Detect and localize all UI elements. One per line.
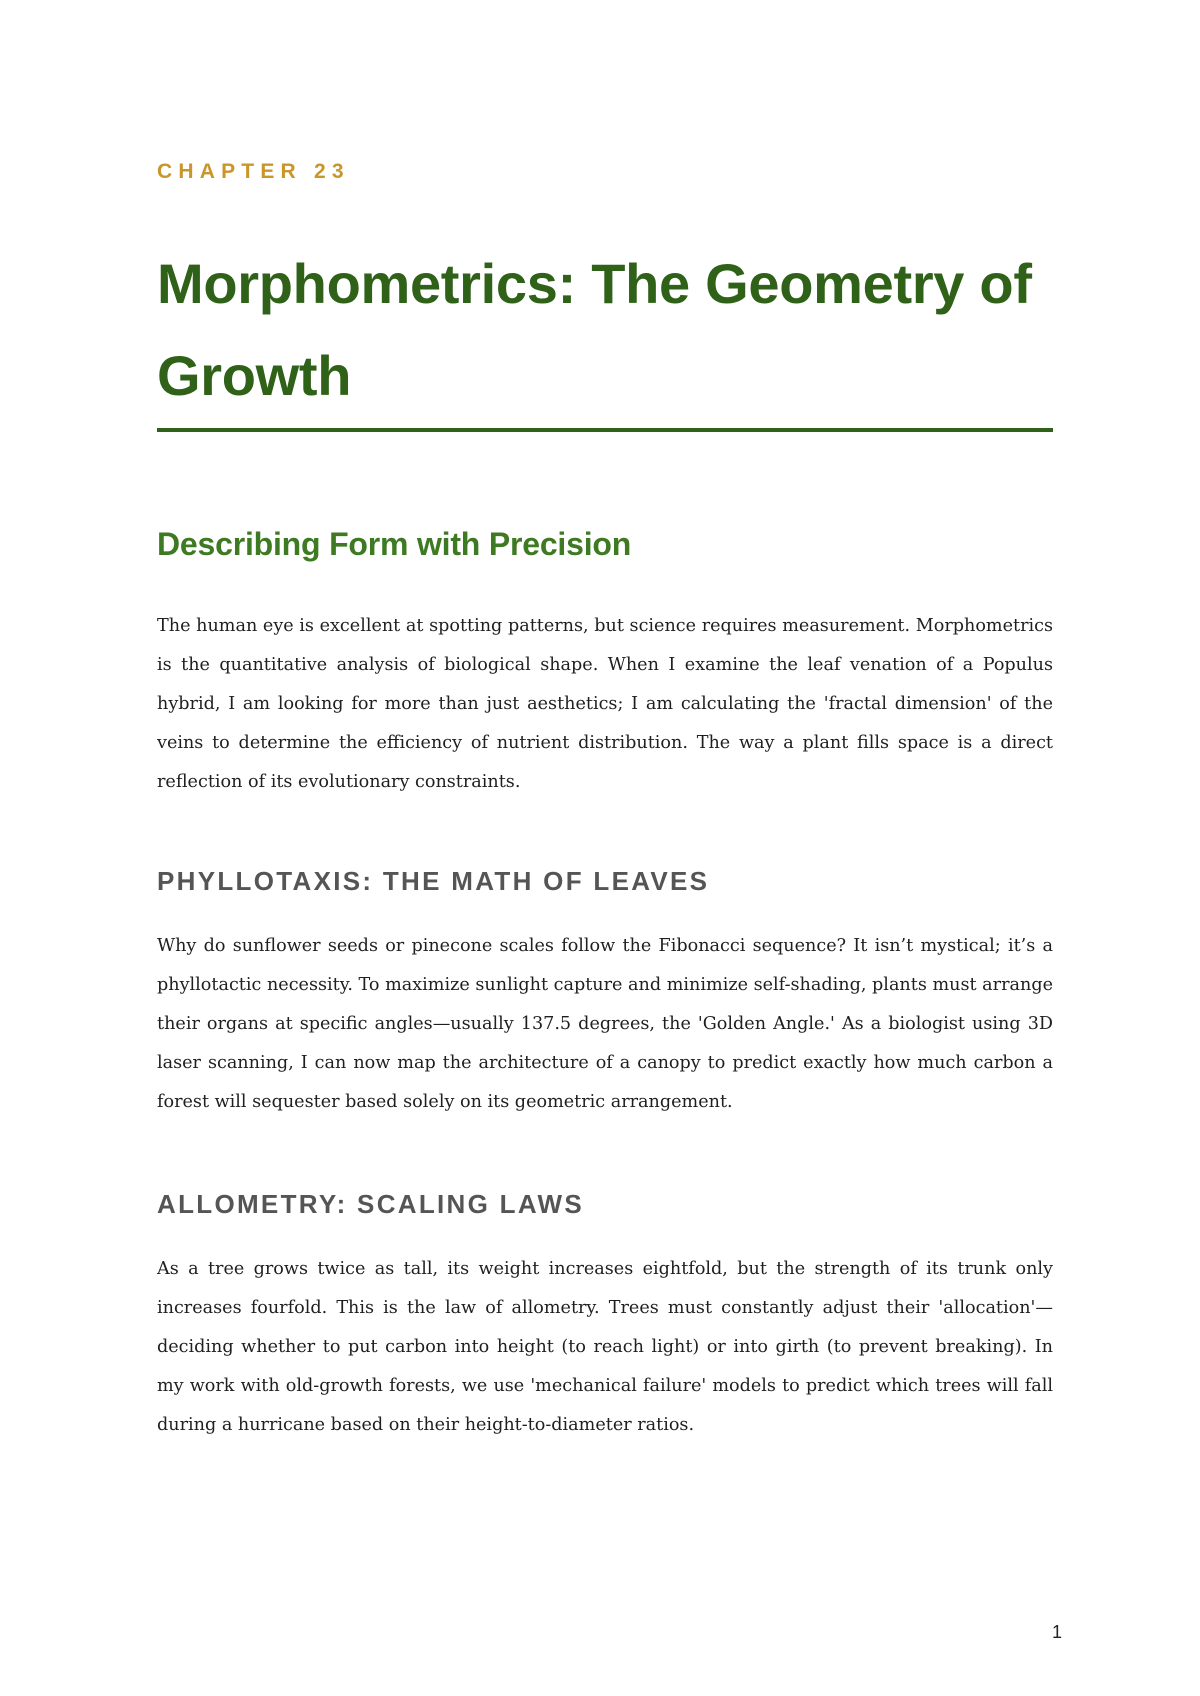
- subsection-heading: PHYLLOTAXIS: THE MATH OF LEAVES: [157, 866, 710, 896]
- subsection-heading: ALLOMETRY: SCALING LAWS: [157, 1189, 584, 1219]
- title-divider: [157, 428, 1053, 432]
- section-heading: Describing Form with Precision: [157, 526, 632, 562]
- chapter-label: CHAPTER 23: [157, 160, 350, 183]
- body-paragraph: The human eye is excellent at spotting patterns, but science requires measurement. Morphometrics is the quantitative analysis of biological shape. When I examine the leaf venation of a Populus hybrid, I am looking for more than just aesthetics; I am calculating the 'fractal dimension' of the veins to determine the efficiency of nutrient distribution. The way a plant fills space is a direct reflection of its evolutionary constraints.: [157, 616, 1053, 792]
- page-number: 1: [1051, 1622, 1062, 1642]
- chapter-title: Morphometrics: The Geometry of Growth: [157, 252, 1032, 407]
- body-paragraph: Why do sunflower seeds or pinecone scales follow the Fibonacci sequence? It isn’t mystical; it’s a phyllotactic necessity. To maximize sunlight capture and minimize self-shading, plants must arrange their organs at specific angles—usually 137.5 degrees, the 'Golden Angle.' As a biologist using 3D laser scanning, I can now map the architecture of a canopy to predict exactly how much carbon a forest will sequester based solely on its geometric arrangement.: [157, 936, 1053, 1112]
- body-paragraph: As a tree grows twice as tall, its weight increases eightfold, but the strength of its trunk only increases fourfold. This is the law of allometry. Trees must constantly adjust their 'allocation'—deciding whether to put carbon into height (to reach light) or into girth (to prevent breaking). In my work with old-growth forests, we use 'mechanical failure' models to predict which trees will fall during a hurricane based on their height-to-diameter ratios.: [157, 1259, 1053, 1435]
